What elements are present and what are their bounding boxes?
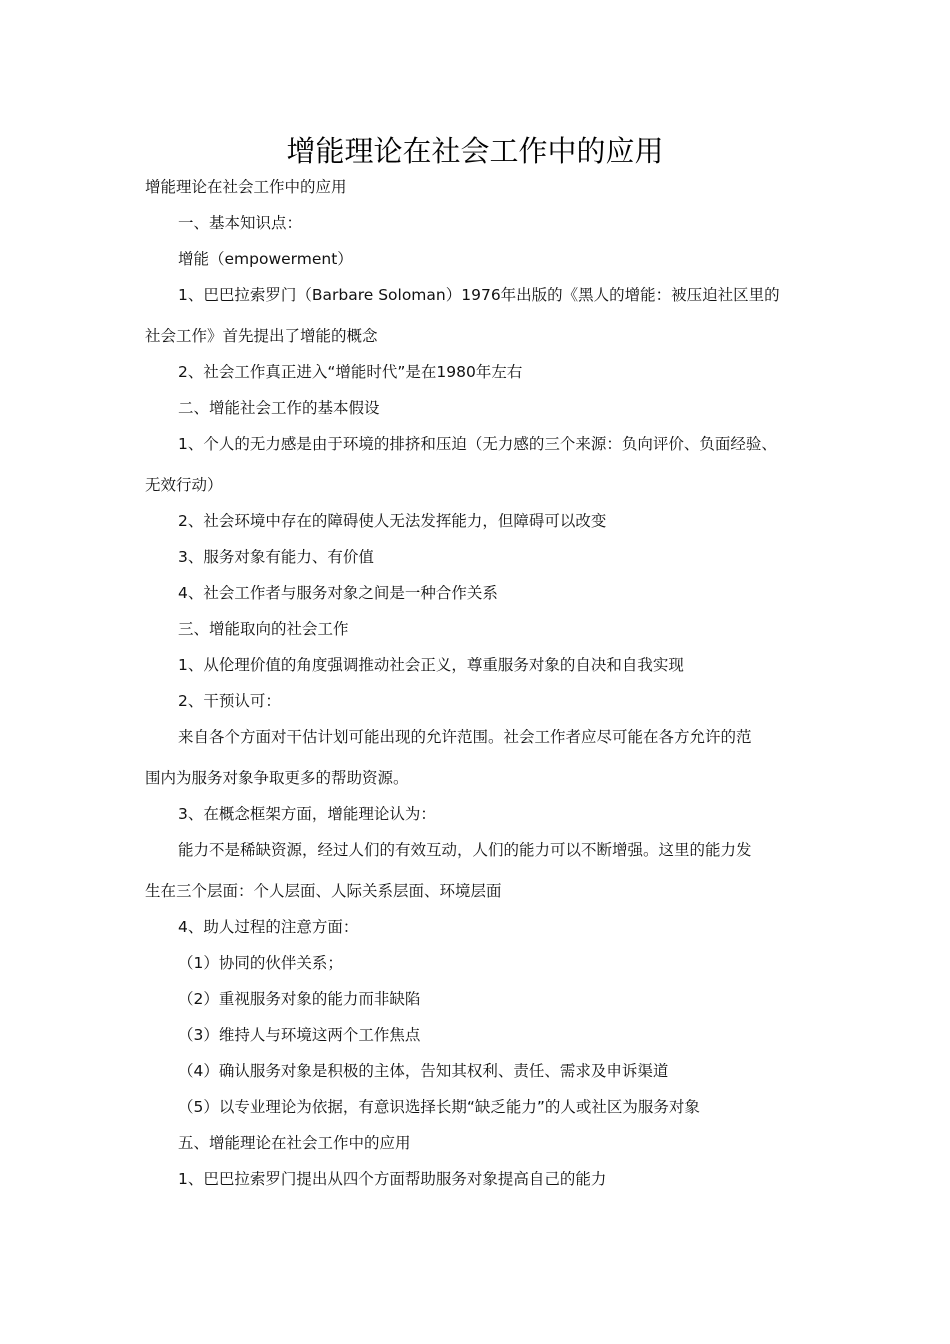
text-line-continued: 生在三个层面：个人层面、人际关系层面、环境层面 <box>145 882 502 900</box>
subtitle-line: 增能理论在社会工作中的应用 <box>145 178 347 196</box>
text-line: 增能（empowerment） <box>178 250 353 268</box>
text-line: 2、干预认可： <box>178 692 281 710</box>
section-heading: 五、增能理论在社会工作中的应用 <box>178 1134 411 1152</box>
section-heading: 二、增能社会工作的基本假设 <box>178 399 380 417</box>
list-item: （4）确认服务对象是积极的主体，告知其权利、责任、需求及申诉渠道 <box>178 1062 669 1080</box>
text-line: 1、从伦理价值的角度强调推动社会正义，尊重服务对象的自决和自我实现 <box>178 656 684 674</box>
text-line-continued: 无效行动） <box>145 476 223 494</box>
list-item: （1）协同的伙伴关系； <box>178 954 343 972</box>
text-line: 4、助人过程的注意方面： <box>178 918 359 936</box>
list-item: （2）重视服务对象的能力而非缺陷 <box>178 990 421 1008</box>
text-line-continued: 围内为服务对象争取更多的帮助资源。 <box>145 769 409 787</box>
text-line: 3、在概念框架方面，增能理论认为： <box>178 805 436 823</box>
text-line: 2、社会工作真正进入“增能时代”是在1980年左右 <box>178 363 523 381</box>
text-line: 4、社会工作者与服务对象之间是一种合作关系 <box>178 584 498 602</box>
text-line: 来自各个方面对干估计划可能出现的允许范围。社会工作者应尽可能在各方允许的范 <box>178 728 752 746</box>
section-heading: 一、基本知识点： <box>178 214 303 232</box>
text-line: 能力不是稀缺资源，经过人们的有效互动，人们的能力可以不断增强。这里的能力发 <box>178 841 752 859</box>
text-line: 3、服务对象有能力、有价值 <box>178 548 374 566</box>
text-line: 1、巴巴拉索罗门提出从四个方面帮助服务对象提高自己的能力 <box>178 1170 607 1188</box>
list-item: （5）以专业理论为依据，有意识选择长期“缺乏能力”的人或社区为服务对象 <box>178 1098 700 1116</box>
text-line: 1、巴巴拉索罗门（Barbare Soloman）1976年出版的《黑人的增能：被压迫社区里的 <box>178 286 780 304</box>
text-line-continued: 社会工作》首先提出了增能的概念 <box>145 327 378 345</box>
section-heading: 三、增能取向的社会工作 <box>178 620 349 638</box>
document-title: 增能理论在社会工作中的应用 <box>286 134 664 168</box>
list-item: （3）维持人与环境这两个工作焦点 <box>178 1026 421 1044</box>
text-line: 2、社会环境中存在的障碍使人无法发挥能力，但障碍可以改变 <box>178 512 607 530</box>
text-line: 1、个人的无力感是由于环境的排挤和压迫（无力感的三个来源：负向评价、负面经验、 <box>178 435 777 453</box>
